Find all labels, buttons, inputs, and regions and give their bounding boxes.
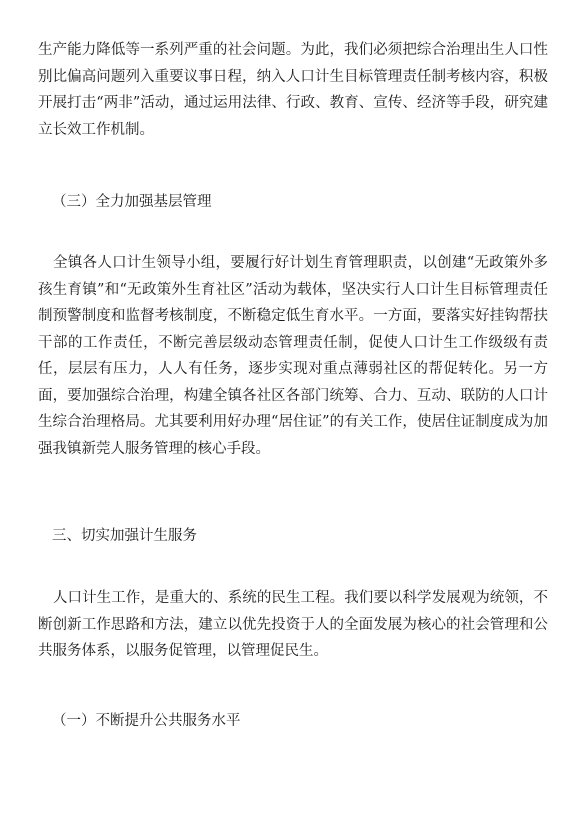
body-paragraph: 生产能力降低等一系列严重的社会问题。为此，我们必须把综合治理出生人口性别比偏高问题列入重要议事日程，纳入人口计生目标管理责任制考核内容，积极开展打击“两非”活动，通过运用法律、行政、教育、宣传、经济等手段，研究建立长效工作机制。 xyxy=(38,42,548,138)
body-paragraph: 全镇各人口计生领导小组，要履行好计划生育管理职责，以创建“无政策外多孩生育镇”和“无政策外生育社区”活动为载体，坚决实行人口计生目标管理责任制预警制度和监督考核制度，不断稳定低生育水平。一方面，要落实好挂钩帮扶干部的工作责任，不断完善层级动态管理责任制，促使人口计生工作级级有责任，层层有压力，人人有任务，逐步实现对重点薄弱社区的帮促转化。另一方面，要加强综合治理，构建全镇各社区各部门统筹、合力、互动、联防的人口计生综合治理格局。尤其要利用好办理“居住证”的有关工作，使居住证制度成为加强我镇新莞人服务管理的核心手段。 xyxy=(38,255,548,457)
body-paragraph: 人口计生工作，是重大的、系统的民生工程。我们要以科学发展观为统领，不断创新工作思路和方法，建立以优先投资于人的全面发展为核心的社会管理和公共服务体系，以服务促管理，以管理促民生。 xyxy=(38,590,548,659)
section-heading: 三、切实加强计生服务 xyxy=(52,528,197,544)
subsection-heading: （一）不断提升公共服务水平 xyxy=(52,713,241,729)
subsection-heading: （三）全力加强基层管理 xyxy=(52,194,212,210)
